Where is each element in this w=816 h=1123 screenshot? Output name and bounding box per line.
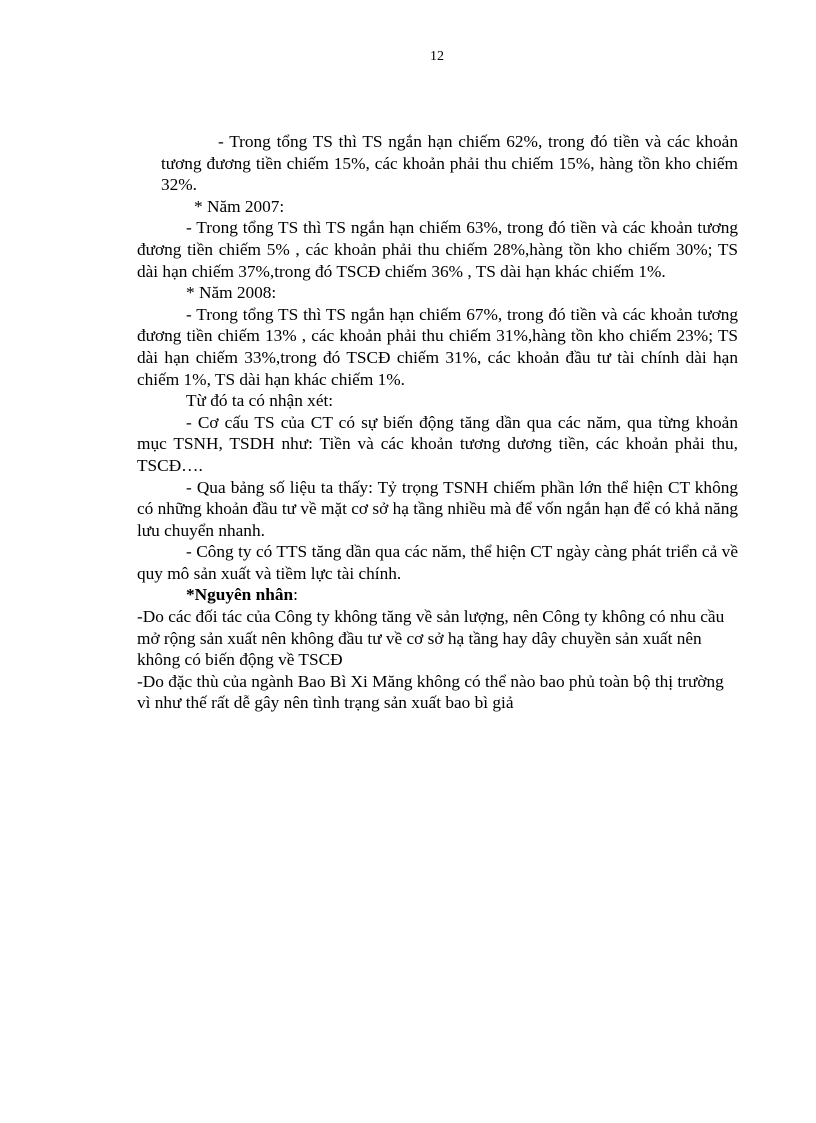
cause-heading-colon: : bbox=[293, 585, 298, 605]
heading-year-2008: * Năm 2008: bbox=[186, 283, 277, 303]
page-number: 12 bbox=[430, 49, 444, 64]
paragraph-2006-breakdown: - Trong tổng TS thì TS ngắn hạn chiếm 62%, trong đó tiền và các khoản tương đương tiền chiếm 15%, các khoản phải thu chiếm 15%, hàng tồn kho chiếm 32%. bbox=[161, 132, 738, 195]
cause-heading bbox=[137, 584, 738, 606]
cause-heading-label: *Nguyên nhân bbox=[186, 585, 294, 605]
heading-year-2007: * Năm 2007: bbox=[194, 196, 285, 216]
paragraph-2007-breakdown: - Trong tổng TS thì TS ngắn hạn chiếm 63%, trong đó tiền và các khoản tương đương tiền chiếm 5% , các khoản phải thu chiếm 28%,hàng tồn kho chiếm 30%; TS dài hạn chiếm 37%,trong đó TSCĐ chiếm 36% , TS dài hạn khác chiếm 1%. bbox=[137, 218, 738, 281]
document-body bbox=[137, 131, 738, 714]
paragraph-2008-breakdown: - Trong tổng TS thì TS ngắn hạn chiếm 67%, trong đó tiền và các khoản tương đương tiền chiếm 13% , các khoản phải thu chiếm 31%,hàng tồn kho chiếm 23%; TS dài hạn chiếm 33%,trong đó TSCĐ chiếm 31%, các khoản đầu tư tài chính dài hạn chiếm 1%, TS dài hạn khác chiếm 1%. bbox=[137, 304, 738, 389]
cause-industry: -Do đặc thù của ngành Bao Bì Xi Măng không có thể nào bao phủ toàn bộ thị trường vì như thế rất dễ gây nên tình trạng sản xuất bao bì giả bbox=[137, 671, 724, 713]
remark-asset-structure: - Cơ cấu TS của CT có sự biến động tăng dần qua các năm, qua từng khoản mục TSNH, TSDH như: Tiền và các khoản tương dương tiền, các khoản phải thu, TSCĐ…. bbox=[137, 412, 738, 475]
remark-total-assets-growth: - Công ty có TTS tăng dần qua các năm, thể hiện CT ngày càng phát triển cả về quy mô sản xuất và tiềm lực tài chính. bbox=[137, 542, 738, 583]
remark-intro: Từ đó ta có nhận xét: bbox=[186, 391, 334, 411]
remark-short-term-share: - Qua bảng số liệu ta thấy: Tỷ trọng TSNH chiếm phần lớn thể hiện CT không có những khoản đầu tư về mặt cơ sở hạ tầng nhiều mà để vốn ngắn hạn để có khả năng lưu chuyển nhanh. bbox=[137, 477, 738, 540]
cause-partners: -Do các đối tác của Công ty không tăng về sản lượng, nên Công ty không có nhu cầu mở rộng sản xuất nên không đầu tư về cơ sở hạ tầng hay dây chuyền sản xuất nên không có biến động về TSCĐ bbox=[137, 607, 725, 670]
